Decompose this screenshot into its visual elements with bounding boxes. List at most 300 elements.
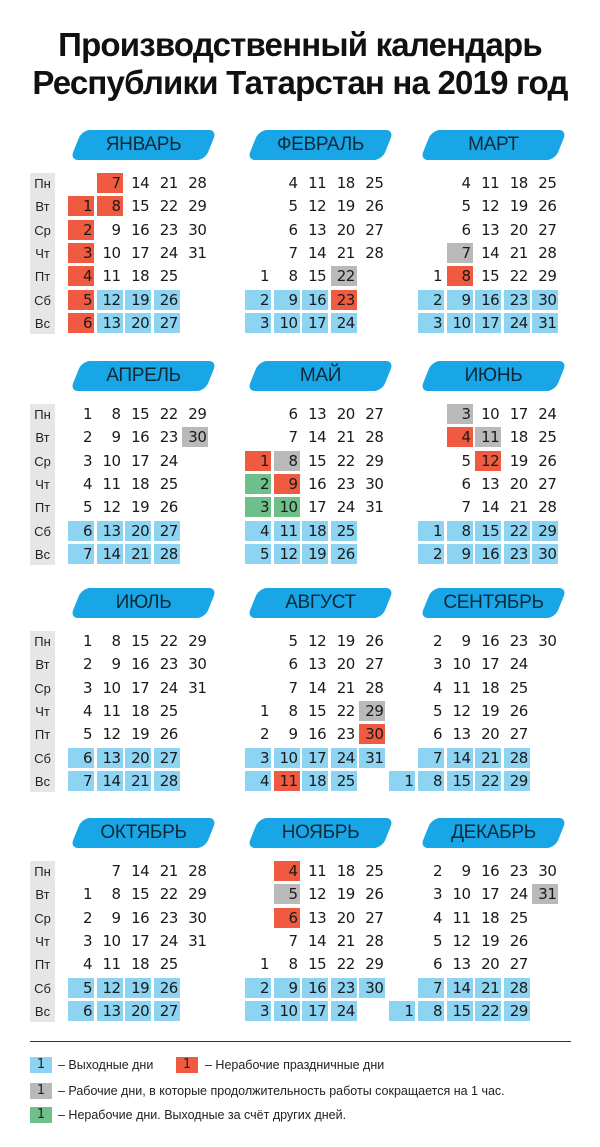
legend-label-transfer: – Нерабочие дни. Выходные за счёт других дней.	[58, 1108, 347, 1122]
day-cell-workday: 14	[131, 862, 150, 880]
day-cell-transfer: 10	[274, 497, 300, 517]
day-cell-workday: 28	[188, 862, 207, 880]
day-cell-weekend: 21	[125, 771, 151, 791]
weekday-label: Ср	[30, 220, 55, 244]
day-cell-weekend: 24	[331, 313, 357, 333]
day-cell-weekend: 12	[97, 290, 123, 310]
day-cell-workday: 13	[481, 474, 500, 493]
month-name: ИЮНЬ	[464, 365, 523, 386]
month-name: ФЕВРАЛЬ	[276, 134, 365, 155]
day-cell-workday: 9	[461, 632, 471, 650]
day-cell-weekend: 20	[125, 521, 151, 541]
day-cell-workday: 6	[432, 955, 442, 974]
day-cell-weekend: 7	[68, 544, 94, 564]
month-name: ИЮЛЬ	[115, 592, 172, 613]
day-cell-workday: 10	[102, 931, 121, 950]
day-cell-workday: 28	[365, 428, 384, 447]
day-cell-weekend: 12	[274, 544, 300, 564]
day-cell-workday: 24	[336, 498, 355, 517]
day-cell-short: 22	[331, 266, 357, 286]
day-cell-workday: 27	[365, 220, 384, 239]
day-cell-holiday: 8	[447, 266, 473, 286]
day-cell-weekend: 24	[331, 1001, 357, 1021]
day-cell-workday: 14	[308, 428, 327, 447]
day-cell-workday: 20	[509, 474, 528, 493]
day-cell-workday: 20	[336, 220, 355, 239]
day-cell-workday: 31	[188, 243, 207, 262]
day-cell-weekend: 2	[418, 544, 444, 564]
day-cell-weekend: 7	[418, 748, 444, 768]
day-cell-workday: 11	[452, 908, 471, 927]
day-cell-workday: 24	[538, 405, 557, 423]
day-cell-workday: 21	[509, 243, 528, 262]
day-cell-weekend: 9	[447, 290, 473, 310]
day-cell-workday: 17	[481, 885, 500, 904]
day-cell-workday: 26	[159, 725, 178, 744]
day-cell-weekend: 9	[447, 544, 473, 564]
day-cell-workday: 6	[288, 655, 298, 674]
legend-label-holiday: – Нерабочие праздничные дни	[205, 1058, 385, 1072]
day-cell-workday: 21	[336, 428, 355, 447]
day-cell-workday: 23	[509, 862, 528, 880]
day-cell-workday: 5	[461, 451, 471, 470]
day-cell-weekend: 27	[154, 313, 180, 333]
day-cell-weekend: 16	[302, 978, 328, 998]
day-cell-workday: 24	[159, 678, 178, 697]
day-cell-workday: 5	[82, 725, 92, 744]
day-cell-workday: 10	[102, 243, 121, 262]
day-cell-weekend: 22	[504, 521, 530, 541]
day-cell-workday: 5	[461, 197, 471, 216]
day-cell-workday: 23	[159, 220, 178, 239]
day-cell-workday: 13	[308, 655, 327, 674]
day-cell-holiday: 6	[274, 908, 300, 928]
weekday-label: Вт	[30, 654, 55, 678]
weekday-label: Сб	[30, 290, 55, 314]
day-cell-workday: 16	[308, 474, 327, 493]
day-cell-workday: 28	[365, 678, 384, 697]
weekday-label: Сб	[30, 521, 55, 545]
day-cell-weekend: 27	[154, 521, 180, 541]
day-cell-workday: 25	[509, 908, 528, 927]
day-cell-weekend: 20	[125, 748, 151, 768]
day-cell-holiday: 4	[68, 266, 94, 286]
day-cell-workday: 13	[308, 908, 327, 927]
weekday-label: Чт	[30, 701, 55, 725]
day-cell-holiday: 2	[68, 220, 94, 240]
weekday-label: Пт	[30, 266, 55, 290]
day-cell-workday: 12	[452, 931, 471, 950]
day-cell-workday: 7	[288, 678, 298, 697]
day-cell-weekend: 13	[97, 313, 123, 333]
day-cell-workday: 23	[159, 428, 178, 447]
day-cell-workday: 20	[481, 955, 500, 974]
weekday-label: Вс	[30, 313, 55, 334]
day-cell-workday: 9	[111, 220, 121, 239]
day-cell-workday: 1	[259, 267, 269, 286]
day-cell-workday: 4	[432, 678, 442, 697]
day-cell-workday: 28	[188, 174, 207, 192]
day-cell-workday: 3	[432, 885, 442, 904]
weekday-label: Пн	[30, 631, 55, 655]
day-cell-workday: 30	[188, 220, 207, 239]
day-cell-workday: 10	[452, 885, 471, 904]
day-cell-workday: 15	[131, 632, 150, 650]
day-cell-workday: 22	[159, 197, 178, 216]
day-cell-workday: 4	[288, 174, 298, 192]
day-cell-weekend: 14	[447, 748, 473, 768]
day-cell-weekend: 31	[359, 748, 385, 768]
weekday-label: Вс	[30, 771, 55, 792]
day-cell-workday: 4	[82, 474, 92, 493]
day-cell-workday: 25	[538, 428, 557, 447]
day-cell-workday: 5	[82, 498, 92, 517]
weekday-label: Чт	[30, 931, 55, 955]
day-cell-workday: 22	[509, 267, 528, 286]
day-cell-workday: 18	[336, 862, 355, 880]
weekday-label: Вт	[30, 196, 55, 220]
day-cell-workday: 8	[111, 632, 121, 650]
day-cell-workday: 16	[131, 655, 150, 674]
day-cell-workday: 21	[336, 931, 355, 950]
day-cell-workday: 24	[509, 655, 528, 674]
day-cell-weekend: 15	[447, 1001, 473, 1021]
day-cell-workday: 15	[131, 197, 150, 216]
day-cell-workday: 29	[365, 451, 384, 470]
day-cell-weekend: 27	[154, 1001, 180, 1021]
day-cell-weekend: 12	[97, 978, 123, 998]
day-cell-workday: 26	[365, 885, 384, 904]
day-cell-workday: 19	[131, 498, 150, 517]
day-cell-holiday: 7	[97, 173, 123, 193]
day-cell-workday: 2	[259, 725, 269, 744]
day-cell-weekend: 6	[68, 748, 94, 768]
day-cell-workday: 19	[509, 197, 528, 216]
day-cell-weekend: 28	[504, 978, 530, 998]
day-cell-workday: 19	[509, 451, 528, 470]
day-cell-weekend: 7	[418, 978, 444, 998]
day-cell-workday: 22	[159, 632, 178, 650]
day-cell-weekend: 23	[504, 544, 530, 564]
day-cell-workday: 11	[452, 678, 471, 697]
day-cell-workday: 17	[131, 678, 150, 697]
day-cell-workday: 22	[159, 885, 178, 904]
day-cell-workday: 14	[131, 174, 150, 192]
month-name: ОКТЯБРЬ	[100, 822, 187, 843]
weekday-label: Сб	[30, 748, 55, 772]
day-cell-weekend: 14	[97, 771, 123, 791]
day-cell-workday: 17	[308, 498, 327, 517]
day-cell-workday: 17	[509, 405, 528, 423]
day-cell-weekend: 8	[447, 521, 473, 541]
day-cell-workday: 28	[365, 243, 384, 262]
day-cell-workday: 5	[432, 931, 442, 950]
legend-swatch-short: 1	[30, 1083, 52, 1099]
day-cell-workday: 21	[336, 678, 355, 697]
weekday-label: Пн	[30, 404, 55, 428]
day-cell-workday: 30	[188, 655, 207, 674]
day-cell-workday: 16	[131, 428, 150, 447]
day-cell-weekend: 13	[97, 521, 123, 541]
day-cell-workday: 15	[308, 267, 327, 286]
day-cell-workday: 21	[159, 174, 178, 192]
day-cell-weekend: 16	[475, 290, 501, 310]
day-cell-workday: 5	[288, 632, 298, 650]
day-cell-workday: 14	[308, 931, 327, 950]
day-cell-workday: 12	[102, 725, 121, 744]
day-cell-workday: 25	[365, 862, 384, 880]
day-cell-holiday: 23	[331, 290, 357, 310]
day-cell-workday: 4	[432, 908, 442, 927]
day-cell-workday: 25	[159, 701, 178, 720]
day-cell-workday: 26	[509, 701, 528, 720]
day-cell-weekend: 2	[245, 978, 271, 998]
day-cell-workday: 8	[111, 885, 121, 904]
day-cell-workday: 2	[432, 862, 442, 880]
day-cell-weekend: 9	[274, 978, 300, 998]
day-cell-workday: 11	[102, 267, 121, 286]
legend-swatch-transfer: 1	[30, 1107, 52, 1123]
day-cell-weekend: 26	[154, 290, 180, 310]
day-cell-workday: 26	[159, 498, 178, 517]
day-cell-holiday: 9	[274, 474, 300, 494]
day-cell-workday: 8	[288, 955, 298, 974]
day-cell-workday: 27	[538, 474, 557, 493]
legend-label-short: – Рабочие дни, в которые продолжительность работы сокращается на 1 час.	[58, 1084, 505, 1098]
day-cell-weekend: 9	[274, 290, 300, 310]
day-cell-workday: 21	[159, 862, 178, 880]
day-cell-workday: 9	[111, 908, 121, 927]
day-cell-workday: 19	[481, 931, 500, 950]
day-cell-workday: 11	[102, 955, 121, 974]
day-cell-weekend: 28	[154, 544, 180, 564]
weekday-label: Чт	[30, 474, 55, 498]
day-cell-holiday: 4	[447, 427, 473, 447]
day-cell-workday: 23	[336, 474, 355, 493]
day-cell-workday: 2	[82, 428, 92, 447]
day-cell-workday: 26	[538, 451, 557, 470]
day-cell-workday: 15	[481, 267, 500, 286]
day-cell-weekend: 26	[154, 978, 180, 998]
day-cell-workday: 29	[538, 267, 557, 286]
day-cell-weekend: 21	[475, 748, 501, 768]
day-cell-workday: 15	[308, 955, 327, 974]
day-cell-weekend: 30	[359, 978, 385, 998]
day-cell-workday: 29	[188, 197, 207, 216]
day-cell-workday: 7	[461, 498, 471, 517]
day-cell-workday: 10	[452, 655, 471, 674]
day-cell-workday: 1	[259, 955, 269, 974]
day-cell-workday: 18	[481, 908, 500, 927]
day-cell-workday: 26	[365, 632, 384, 650]
day-cell-weekend: 13	[97, 1001, 123, 1021]
weekday-label: Ср	[30, 451, 55, 475]
month-name: НОЯБРЬ	[281, 822, 360, 843]
day-cell-weekend: 15	[447, 771, 473, 791]
day-cell-workday: 27	[509, 955, 528, 974]
day-cell-workday: 11	[102, 474, 121, 493]
day-cell-weekend: 26	[331, 544, 357, 564]
day-cell-workday: 15	[131, 405, 150, 423]
day-cell-workday: 25	[159, 267, 178, 286]
day-cell-workday: 7	[288, 428, 298, 447]
day-cell-weekend: 2	[418, 290, 444, 310]
day-cell-workday: 18	[509, 428, 528, 447]
day-cell-workday: 13	[452, 955, 471, 974]
day-cell-workday: 4	[461, 174, 471, 192]
day-cell-workday: 17	[481, 655, 500, 674]
day-cell-weekend: 19	[302, 544, 328, 564]
day-cell-workday: 22	[336, 955, 355, 974]
day-cell-workday: 26	[365, 197, 384, 216]
day-cell-workday: 26	[509, 931, 528, 950]
month-name: ЯНВАРЬ	[105, 134, 182, 155]
day-cell-workday: 12	[308, 885, 327, 904]
day-cell-weekend: 20	[125, 313, 151, 333]
day-cell-workday: 25	[365, 174, 384, 192]
day-cell-workday: 16	[131, 220, 150, 239]
day-cell-weekend: 15	[475, 521, 501, 541]
day-cell-workday: 17	[131, 243, 150, 262]
day-cell-workday: 30	[188, 908, 207, 927]
page-title-line-2: Республики Татарстан на 2019 год	[32, 64, 568, 101]
page-title-line-1: Производственный календарь	[58, 26, 542, 63]
day-cell-workday: 22	[336, 701, 355, 720]
day-cell-workday: 16	[308, 725, 327, 744]
day-cell-short: 11	[475, 427, 501, 447]
day-cell-workday: 9	[111, 428, 121, 447]
day-cell-workday: 9	[288, 725, 298, 744]
day-cell-weekend: 3	[245, 313, 271, 333]
day-cell-workday: 6	[461, 220, 471, 239]
day-cell-workday: 27	[365, 655, 384, 674]
day-cell-weekend: 10	[447, 313, 473, 333]
month-name: АВГУСТ	[285, 592, 356, 613]
day-cell-weekend: 22	[475, 771, 501, 791]
day-cell-workday: 6	[288, 405, 298, 423]
day-cell-short: 5	[274, 884, 300, 904]
day-cell-workday: 11	[481, 174, 500, 192]
day-cell-short: 31	[532, 884, 558, 904]
day-cell-weekend: 30	[532, 544, 558, 564]
day-cell-weekend: 1	[418, 521, 444, 541]
day-cell-holiday: 5	[68, 290, 94, 310]
day-cell-weekend: 17	[302, 313, 328, 333]
day-cell-weekend: 17	[475, 313, 501, 333]
day-cell-workday: 12	[481, 197, 500, 216]
day-cell-workday: 20	[336, 655, 355, 674]
day-cell-weekend: 1	[389, 1001, 415, 1021]
day-cell-workday: 19	[131, 725, 150, 744]
day-cell-weekend: 17	[302, 748, 328, 768]
day-cell-workday: 14	[481, 243, 500, 262]
day-cell-workday: 23	[509, 632, 528, 650]
day-cell-holiday: 1	[68, 196, 94, 216]
day-cell-weekend: 13	[97, 748, 123, 768]
day-cell-workday: 20	[336, 908, 355, 927]
month-name: МАРТ	[468, 134, 519, 155]
day-cell-weekend: 3	[245, 748, 271, 768]
day-cell-workday: 28	[365, 931, 384, 950]
day-cell-transfer: 3	[245, 497, 271, 517]
day-cell-workday: 15	[131, 885, 150, 904]
day-cell-workday: 25	[509, 678, 528, 697]
day-cell-workday: 30	[365, 474, 384, 493]
day-cell-weekend: 14	[447, 978, 473, 998]
day-cell-weekend: 28	[154, 771, 180, 791]
day-cell-workday: 17	[131, 931, 150, 950]
month-name: МАЙ	[299, 365, 342, 386]
day-cell-workday: 18	[131, 701, 150, 720]
day-cell-workday: 9	[461, 862, 471, 880]
day-cell-weekend: 23	[331, 978, 357, 998]
day-cell-weekend: 2	[245, 290, 271, 310]
day-cell-weekend: 14	[97, 544, 123, 564]
day-cell-workday: 20	[336, 405, 355, 423]
weekday-label: Вт	[30, 884, 55, 908]
day-cell-weekend: 10	[274, 313, 300, 333]
day-cell-weekend: 8	[418, 771, 444, 791]
day-cell-workday: 8	[288, 267, 298, 286]
day-cell-workday: 24	[159, 451, 178, 470]
day-cell-workday: 5	[288, 197, 298, 216]
day-cell-weekend: 25	[331, 771, 357, 791]
day-cell-weekend: 21	[125, 544, 151, 564]
day-cell-workday: 18	[509, 174, 528, 192]
day-cell-workday: 18	[131, 267, 150, 286]
day-cell-workday: 17	[131, 451, 150, 470]
weekday-label: Ср	[30, 678, 55, 702]
day-cell-workday: 11	[102, 701, 121, 720]
day-cell-weekend: 18	[302, 771, 328, 791]
day-cell-workday: 30	[538, 862, 557, 880]
day-cell-workday: 19	[481, 701, 500, 720]
day-cell-workday: 6	[432, 725, 442, 744]
day-cell-workday: 27	[538, 220, 557, 239]
day-cell-workday: 3	[82, 451, 92, 470]
day-cell-workday: 5	[432, 701, 442, 720]
day-cell-workday: 13	[481, 220, 500, 239]
day-cell-workday: 12	[452, 701, 471, 720]
legend-divider	[30, 1041, 571, 1042]
day-cell-workday: 2	[432, 632, 442, 650]
day-cell-weekend: 3	[245, 1001, 271, 1021]
legend-swatch-holiday: 1	[176, 1057, 198, 1073]
day-cell-workday: 14	[481, 498, 500, 517]
day-cell-workday: 23	[159, 655, 178, 674]
weekday-label: Пн	[30, 861, 55, 885]
day-cell-weekend: 25	[331, 521, 357, 541]
day-cell-workday: 18	[131, 474, 150, 493]
weekday-label: Пт	[30, 497, 55, 521]
day-cell-workday: 30	[538, 632, 557, 650]
day-cell-short: 3	[447, 404, 473, 424]
day-cell-weekend: 8	[418, 1001, 444, 1021]
day-cell-workday: 6	[461, 474, 471, 493]
day-cell-weekend: 24	[504, 313, 530, 333]
day-cell-workday: 15	[308, 451, 327, 470]
day-cell-workday: 1	[82, 405, 92, 423]
day-cell-weekend: 17	[302, 1001, 328, 1021]
day-cell-short: 30	[182, 427, 208, 447]
day-cell-workday: 4	[82, 701, 92, 720]
day-cell-workday: 7	[111, 862, 121, 880]
day-cell-workday: 15	[308, 701, 327, 720]
day-cell-workday: 28	[538, 243, 557, 262]
day-cell-workday: 7	[288, 931, 298, 950]
day-cell-weekend: 5	[68, 978, 94, 998]
day-cell-weekend: 11	[274, 521, 300, 541]
